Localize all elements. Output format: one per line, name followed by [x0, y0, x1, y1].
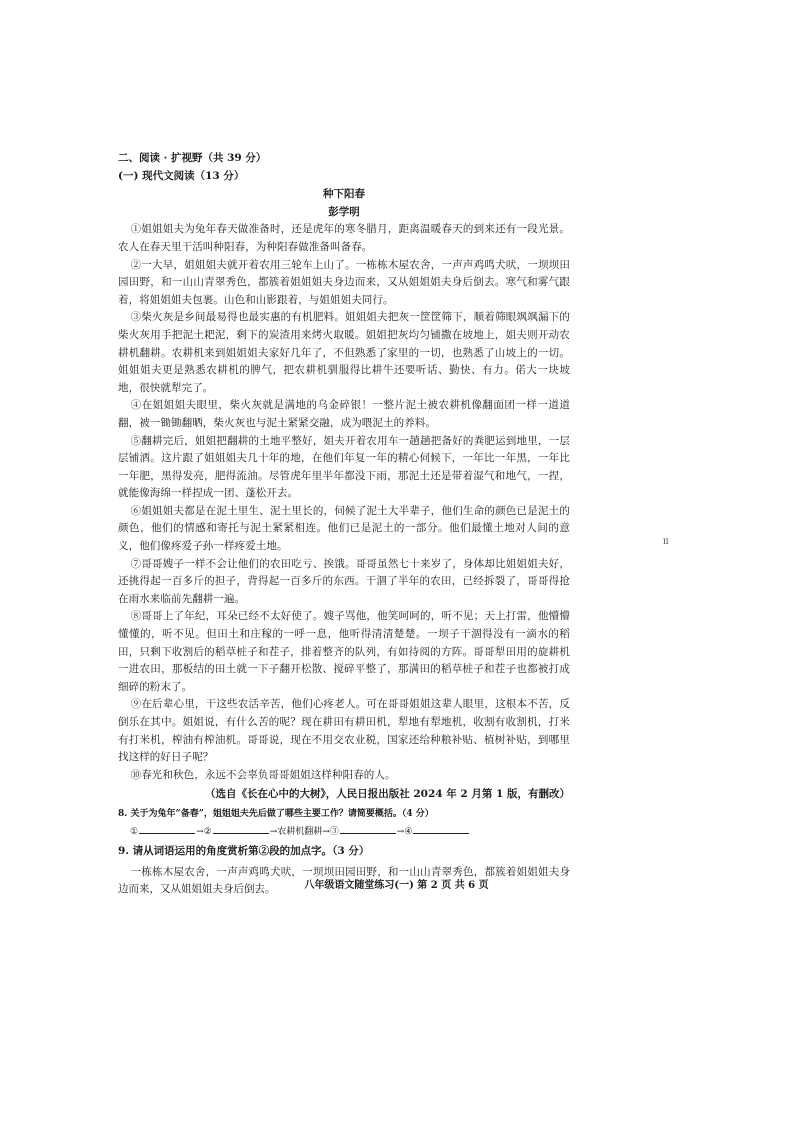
paragraph-10: ⑩春光和秋色，永远不会辜负哥哥姐姐这样种阳春的人。 — [130, 768, 396, 781]
page-footer: 八年级语文随堂练习(一) 第 2 页 共 6 页 — [304, 880, 489, 891]
paragraph-6: ⑥姐姐姐夫都是在泥土里生、泥土里长的，伺候了泥土大半辈子，他们生命的颜色已是泥土的颜色，他们的情感和寄托与泥土紧紧相连。他们已是泥土的一部分。他们最懂土地对人间的意义，他们像疼爱子孙一样疼爱土地。 — [118, 504, 570, 553]
paragraph-3: ③柴火灰是乡间最易得也最实惠的有机肥料。姐姐姐夫把灰一筐筐筛下，顺着筛眼飒飒漏下的柴火灰用手把泥土耙泥，剩下的炭渣用来烤火取暖。姐姐把灰均匀铺撒在坡地上，姐夫则开动农耕机翻耕。农耕机来到姐姐姐夫家好几年了，不但熟悉了家里的一切，也熟悉了山坡上的一切。姐姐姐夫更是熟悉农耕机的脾气，把农耕机驯服得比耕牛还要听话、勤快、有力。偌大一块坡地，很快就犁完了。 — [118, 311, 570, 394]
article-source: （选自《长在心中的大树》，人民日报出版社 2024 年 2 月第 1 版，有删改） — [204, 788, 570, 801]
blank-label-2: →② — [196, 826, 212, 837]
answer-blank-1[interactable] — [139, 823, 195, 834]
blank-middle-text: →农耕机翻耕→③ — [269, 826, 339, 837]
blank-label-4: →④ — [396, 826, 413, 837]
question-9: 9. 请从词语运用的角度赏析第②段的加点字。（3 分） — [118, 844, 370, 857]
blank-label-1: ① — [130, 826, 139, 837]
paragraph-4: ④在姐姐姐夫眼里，柴火灰就是满地的乌金碎银！一整片泥土被农耕机像翻面团一样一道道翻，被一锄锄翻晒，柴火灰也与泥土紧紧交融，成为喂泥土的养料。 — [118, 399, 570, 429]
article-title: 种下阳春 — [323, 188, 365, 201]
paragraph-8: ⑧哥哥上了年纪，耳朵已经不太好使了。嫂子骂他，他笑呵呵的，听不见；天上打雷，他懵懵懂懂的，听不见。但田土和庄稼的一呼一息，他听得清清楚楚。一坝子干涸得没有一滴水的稻田，只剩下收割后的稻草桩子和茬子，排着整齐的队列，有如待阅的方阵。哥哥犁田用的旋耕机一进农田，那板结的田土就一下子翻开松散、搅碎平整了，那满田的稻草桩子和茬子也都被打成细碎的粉末了。 — [118, 610, 570, 693]
article-author: 彭学明 — [328, 205, 360, 218]
question-8-answer-line — [130, 823, 570, 839]
question-8: 8. 关于为兔年“备春”，姐姐姐夫先后做了哪些主要工作？请简要概括。（4 分） — [118, 808, 434, 819]
paragraph-2: ②一大早，姐姐姐夫就开着农用三轮车上山了。一栋栋木屋农舍，一声声鸡鸣犬吠，一坝坝田园田野，和一山山青翠秀色，都簇着姐姐姐夫身边而来，又从姐姐姐夫身后倒去。寒气和雾气跟着，将姐姐姐夫包裹。山色和山影跟着，与姐姐姐夫同行。 — [118, 258, 570, 306]
answer-blank-3[interactable] — [340, 823, 396, 834]
sub-section-heading: (一) 现代文阅读（13 分） — [118, 169, 245, 182]
paragraph-5: ⑤翻耕完后，姐姐把翻耕的土地平整好，姐夫开着农用车一趟趟把备好的粪肥运到地里，一层层铺洒。这片跟了姐姐姐夫几十年的地，在他们年复一年的精心伺候下，一年比一年黑，一年比一年肥，黑得发亮，肥得流油。尽管虎年里半年都没下雨，那泥土还是带着湿气和地气，一捏，就能像海绵一样捏成一团、蓬松开去。 — [118, 434, 570, 500]
content-area — [118, 150, 570, 899]
paragraph-1: ①姐姐姐夫为兔年春天做准备时，还是虎年的寒冬腊月，距离温暖春天的到来还有一段光景。农人在春天里干活叫种阳春，为种阳春做准备叫备春。 — [118, 223, 570, 253]
answer-blank-4[interactable] — [413, 823, 469, 834]
paragraph-9: ⑨在后辈心里，干这些农活辛苦，他们心疼老人。可在哥哥姐姐这辈人眼里，这根本不苦，反倒乐在其中。姐姐说，有什么苦的呢？现在耕田有耕田机，犁地有犁地机，收割有收割机，打米有打米机，榨油有榨油机。哥哥说，现在不用交农业税，国家还给种粮补贴、植树补贴，到哪里找这样的好日子呢？ — [118, 698, 570, 764]
paragraph-7: ⑦哥哥嫂子一样不会让他们的农田吃亏、挨饿。哥哥虽然七十来岁了，身体却比姐姐姐夫好，还挑得起一百多斤的担子，背得起一百多斤的东西。干涸了半年的农田，已经拆裂了，哥哥得抢在雨水来临前先翻耕一遍。 — [118, 557, 570, 605]
margin-mark: II — [663, 538, 669, 546]
question-9-quote: 一栋栋木屋农舍，一声声鸡鸣犬吠，一坝坝田园田野，和一山山青翠秀色，都簇着姐姐姐夫身边而来，又从姐姐姐夫身后倒去。 — [118, 865, 570, 896]
answer-blank-2[interactable] — [213, 823, 269, 834]
section-heading: 二、阅读 · 扩视野（共 39 分） — [118, 152, 267, 164]
